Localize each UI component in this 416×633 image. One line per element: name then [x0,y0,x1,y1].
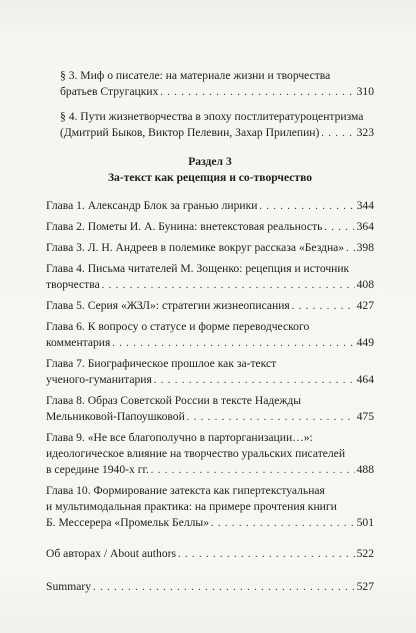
leader-dots [93,580,355,596]
leader-dots [321,126,354,142]
page-number: 323 [356,126,374,139]
toc-entry-line: Мельниковой-Папоушковой [46,410,185,423]
toc-entry-line: Глава 8. Образ Советской России в тексте Надежды [46,394,302,407]
leader-dots [259,199,354,215]
toc-entry-line: Глава 10. Формирование затекста как гипертекстуальная [46,484,325,497]
toc-chapter-6 [46,319,374,352]
toc-entry-par4 [46,109,374,142]
page-number: 310 [356,85,374,98]
toc-chapter-9 [46,430,374,479]
page-number: 501 [356,516,374,529]
leader-dots [178,547,355,563]
toc-entry-line: Глава 9. «Не все благополучно в парторганизации…»: [46,431,313,444]
page-number: 398 [356,241,374,254]
toc-entry-line: Глава 1. Александр Блок за гранью лирики [46,199,258,212]
toc-entry-line: ученого-гуманитария [46,373,152,386]
page-number: 408 [356,278,374,291]
toc-entry-par3 [46,68,374,101]
toc-entry-line: Глава 5. Серия «ЖЗЛ»: стратегии жизнеописания [46,299,290,312]
toc-entry-line: Глава 6. К вопросу о статусе и форме переводческого [46,320,310,333]
toc-chapter-2 [46,219,374,236]
toc-chapter-4 [46,261,374,294]
toc-entry-line: творчества [46,278,100,291]
toc-entry-line: Глава 4. Письма читателей М. Зощенко: рецепция и источник [46,262,350,275]
page-number: 475 [356,410,374,423]
leader-dots [154,373,355,389]
toc-entry-line: § 3. Миф о писателе: на материале жизни и творчества [60,69,331,82]
toc-entry-line: Глава 3. Л. Н. Андреев в полемике вокруг рассказа «Бездна» [46,241,345,254]
toc-entry-line: Глава 7. Биографическое прошлое как за-текст [46,357,277,370]
page-number: 522 [356,547,374,560]
leader-dots [292,299,355,315]
toc-chapter-10 [46,483,374,532]
section-title: Раздел 3 [188,155,232,168]
leader-dots [211,516,355,532]
toc-entry-line: в середине 1940-х гг. [46,463,149,476]
toc-entry-line: Глава 2. Пометы И. А. Бунина: внетекстовая реальность [46,220,323,233]
toc-entry-line: комментария [46,336,111,349]
leader-dots [151,463,355,479]
toc-entry-line: братьев Стругацких [60,85,159,98]
page-number: 344 [356,199,374,212]
page-number: 464 [356,373,374,386]
leader-dots [187,410,355,426]
toc-entry-line: Об авторах / About authors [46,547,176,560]
page-number: 488 [356,463,374,476]
toc-entry-line: Б. Мессерера «Промельк Беллы» [46,516,209,529]
leader-dots [112,336,354,352]
toc-entry-line: § 4. Пути жизнетворчества в эпоху постлитературоцентризма [60,110,364,123]
page-number: 364 [356,220,374,233]
leader-dots [324,220,354,236]
page-number: 427 [356,299,374,312]
leader-dots [346,241,355,257]
toc-entry-line: и мультимодальная практика: на примере прочтения книги [46,500,337,513]
toc-chapter-7 [46,356,374,389]
toc-entry-line: Summary [46,580,92,593]
table-of-contents [46,68,374,596]
section-subtitle: За-текст как рецепция и со-творчество [107,171,313,184]
leader-dots [102,278,355,294]
toc-chapter-3 [46,240,374,257]
toc-entry-line: (Дмитрий Быков, Виктор Пелевин, Захар Прилепин) [60,126,320,139]
toc-summary [46,579,374,596]
page-number: 527 [356,580,374,593]
page-number: 449 [356,336,374,349]
toc-entry-line: идеологическое влияние на творчество уральских писателей [46,447,346,460]
leader-dots [160,85,354,101]
toc-chapter-1 [46,198,374,215]
toc-about-authors [46,546,374,563]
toc-chapter-8 [46,393,374,426]
toc-chapter-5 [46,298,374,315]
